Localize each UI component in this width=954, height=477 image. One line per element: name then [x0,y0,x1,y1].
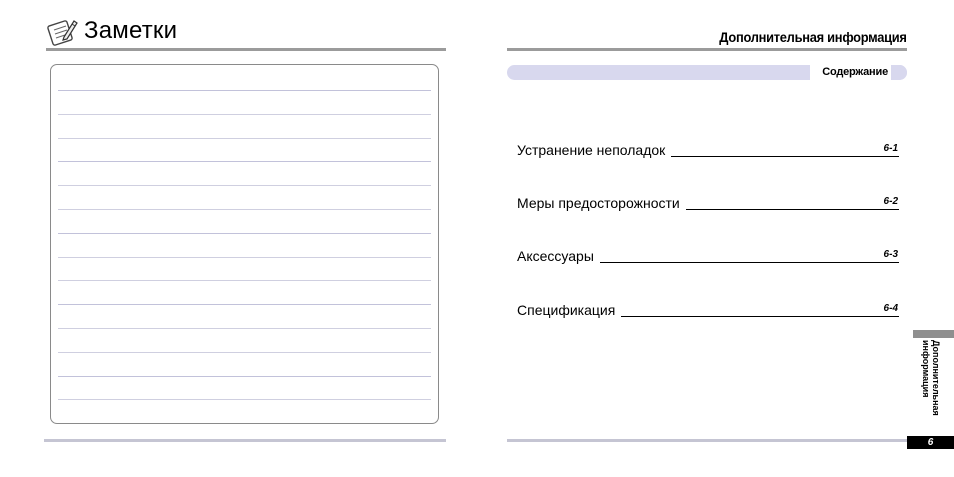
side-tab-label: Дополнительная информация [921,340,941,416]
toc-entry-page: 6-4 [883,303,898,314]
note-line [58,280,431,281]
page-number: 6 [907,436,954,449]
note-line [58,185,431,186]
contents-label: Содержание [822,66,888,78]
notes-box [50,64,439,424]
note-line [58,352,431,353]
contents-bar-endcap [891,65,907,80]
note-line [58,399,431,400]
note-line [58,257,431,258]
toc-entry-page: 6-3 [883,249,898,260]
note-line [58,114,431,115]
footer-rule [44,439,446,442]
note-line [58,90,431,91]
toc-entry-page: 6-2 [883,196,898,207]
page-title: Заметки [84,17,178,44]
toc-entry[interactable] [517,298,899,318]
note-line [58,233,431,234]
toc-entry[interactable] [517,138,899,158]
notepad-pencil-icon [46,15,78,47]
note-line [58,161,431,162]
toc-entry-label: Спецификация [517,302,621,318]
note-line [58,209,431,210]
toc-entry-label: Аксессуары [517,248,600,264]
note-line [58,138,431,139]
header-rule [507,48,907,51]
notes-header [46,14,177,48]
footer-rule [507,439,907,442]
toc-entry-label: Устранение неполадок [517,142,671,158]
note-line [58,376,431,377]
note-line [58,328,431,329]
note-line [58,304,431,305]
toc-entry[interactable] [517,244,899,264]
toc-entry-label: Меры предосторожности [517,195,686,211]
toc-entry-page: 6-1 [883,143,898,154]
toc-entry[interactable] [517,191,899,211]
section-title: Дополнительная информация [719,29,907,45]
side-tab-marker [913,330,954,338]
header-rule [46,48,446,51]
